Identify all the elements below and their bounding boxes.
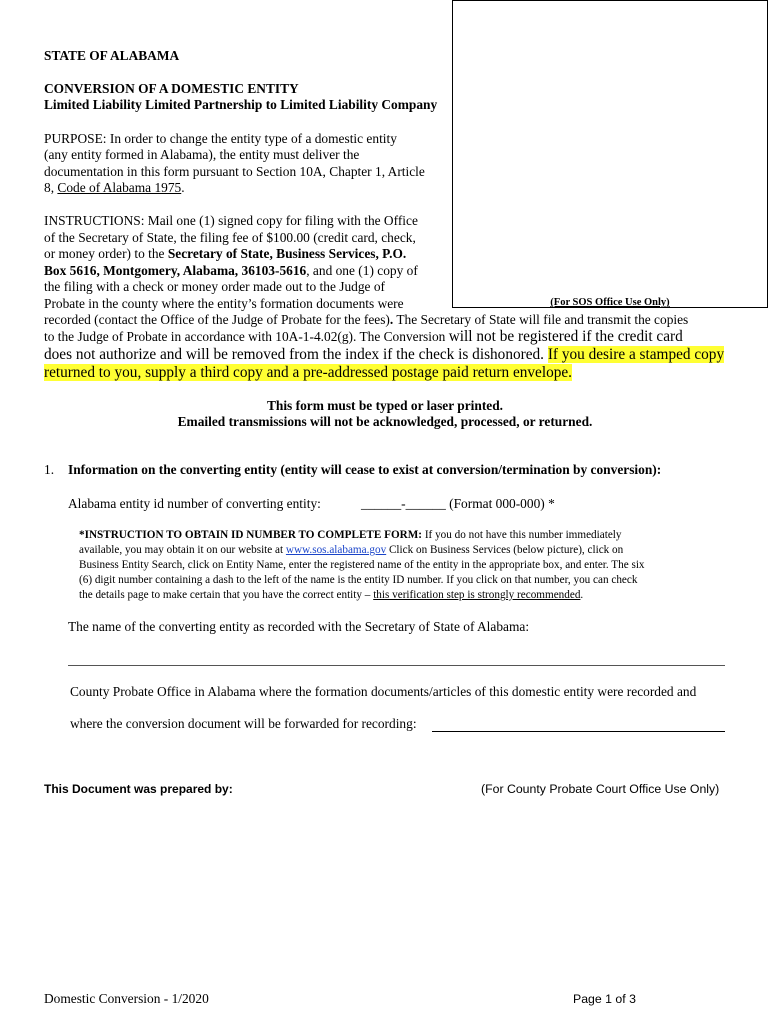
instructions-line-7-prefix: recorded (contact the Office of the Judge of Probate for the fees) — [44, 312, 390, 327]
email-notice: Emailed transmissions will not be acknowledged, processed, or returned. — [177, 414, 593, 429]
instructions-line-8-warning: will not be registered if the credit card — [448, 328, 683, 345]
stamped-copy-highlight-1: If you desire a stamped copy — [547, 346, 725, 363]
purpose-line-3: documentation in this form pursuant to Section 10A, Chapter 1, Article — [44, 164, 425, 179]
instructions-line-8 — [44, 329, 683, 345]
id-instruction-line-5 — [79, 588, 725, 603]
entity-id-label: Alabama entity id number of converting entity: — [68, 496, 321, 511]
instructions-line-4-suffix: , and one (1) copy of — [306, 263, 418, 278]
entity-name-label: The name of the converting entity as recorded with the Secretary of State of Alabama: — [68, 619, 530, 634]
instructions-line-6: Probate in the county where the entity’s formation documents were — [44, 296, 404, 311]
id-instruction-heading: *INSTRUCTION TO OBTAIN ID NUMBER TO COMPLETE FORM: — [79, 529, 423, 541]
county-probate-label-2: where the conversion document will be forwarded for recording: — [70, 716, 417, 731]
page-number: Page 1 of 3 — [573, 992, 636, 1006]
county-probate-label-1: County Probate Office in Alabama where the formation documents/articles of this domestic entity were recorded and — [70, 684, 697, 699]
instructions-line-3 — [44, 246, 406, 262]
section-1-number: 1. — [44, 462, 55, 477]
instructions-line-7 — [44, 312, 688, 328]
id-instruction-line-2 — [79, 543, 725, 558]
form-id-footer: Domestic Conversion - 1/2020 — [44, 991, 209, 1006]
form-title: CONVERSION OF A DOMESTIC ENTITY — [44, 81, 299, 96]
sos-website-link[interactable]: www.sos.alabama.gov — [285, 544, 387, 556]
sos-address-part-2: Box 5616, Montgomery, Alabama, 36103-5616 — [44, 263, 307, 278]
instructions-line-1: INSTRUCTIONS: Mail one (1) signed copy for filing with the Office — [44, 213, 418, 228]
id-instruction-line-2-prefix: available, you may obtain it on our website at — [79, 544, 286, 556]
id-instruction-line-2-suffix: Click on Business Services (below picture), click on — [386, 544, 624, 556]
instructions-line-10 — [44, 364, 572, 382]
purpose-line-4-prefix: 8, — [44, 180, 58, 195]
id-instruction-line-4: (6) digit number containing a dash to the left of the name is the entity ID number. If you click on that number, you can check — [79, 574, 638, 586]
county-probate-field[interactable] — [432, 731, 725, 732]
form-subtitle: Limited Liability Limited Partnership to Limited Liability Company — [44, 97, 438, 112]
sos-office-use-box — [452, 0, 768, 308]
stamped-copy-highlight-2: returned to you, supply a third copy and a pre-addressed postage paid return envelope. — [44, 364, 572, 381]
instructions-line-8-prefix: to the Judge of Probate in accordance with 10A-1-4.02(g). The Conversion — [44, 329, 449, 344]
instructions-line-9-plain: does not authorize and will be removed from the index if the check is dishonored. — [44, 346, 548, 363]
verification-recommendation: this verification step is strongly recommended — [373, 589, 581, 601]
instructions-line-2: of the Secretary of State, the filing fee of $100.00 (credit card, check, — [44, 230, 416, 245]
entity-name-field[interactable] — [68, 665, 725, 666]
purpose-line-2: (any entity formed in Alabama), the entity must deliver the — [44, 147, 360, 162]
typed-notice: This form must be typed or laser printed. — [266, 398, 504, 413]
purpose-line-4-suffix: . — [181, 180, 185, 195]
sos-address-part-1: Secretary of State, Business Services, P.O. — [167, 246, 407, 261]
id-instruction-line-5-suffix: . — [580, 589, 584, 601]
county-office-use-label: (For County Probate Court Office Use Only) — [481, 782, 720, 796]
id-instruction-line-1-rest: If you do not have this number immediately — [422, 529, 622, 541]
state-heading: STATE OF ALABAMA — [44, 48, 180, 63]
code-of-alabama-ref: Code of Alabama 1975 — [57, 180, 182, 195]
instructions-line-9 — [44, 346, 724, 364]
prepared-by-label: This Document was prepared by: — [44, 782, 233, 796]
instructions-line-5: the filing with a check or money order made out to the Judge of — [44, 279, 385, 294]
section-1-heading: Information on the converting entity (entity will cease to exist at conversion/termination by conversion): — [68, 462, 662, 477]
instructions-line-4 — [44, 263, 418, 279]
instructions-line-7-bold: . — [389, 312, 394, 327]
purpose-line-4 — [44, 180, 185, 196]
purpose-line-1: PURPOSE: In order to change the entity type of a domestic entity — [44, 131, 397, 146]
id-instruction-line-5-prefix: the details page to make certain that you have the correct entity – — [79, 589, 374, 601]
sos-office-use-note: (For SOS Office Use Only) — [550, 297, 670, 308]
id-instruction-line-1 — [79, 528, 725, 543]
entity-id-field[interactable]: ______-______ (Format 000-000) * — [361, 496, 555, 511]
instructions-line-7-suffix: The Secretary of State will file and transmit the copies — [393, 312, 689, 327]
id-instruction-line-3: Business Entity Search, click on Entity Name, enter the registered name of the entity in the appropriate box, and enter. The six — [79, 559, 645, 571]
id-instruction-block — [79, 528, 725, 603]
instructions-line-3-prefix: or money order) to the — [44, 246, 168, 261]
